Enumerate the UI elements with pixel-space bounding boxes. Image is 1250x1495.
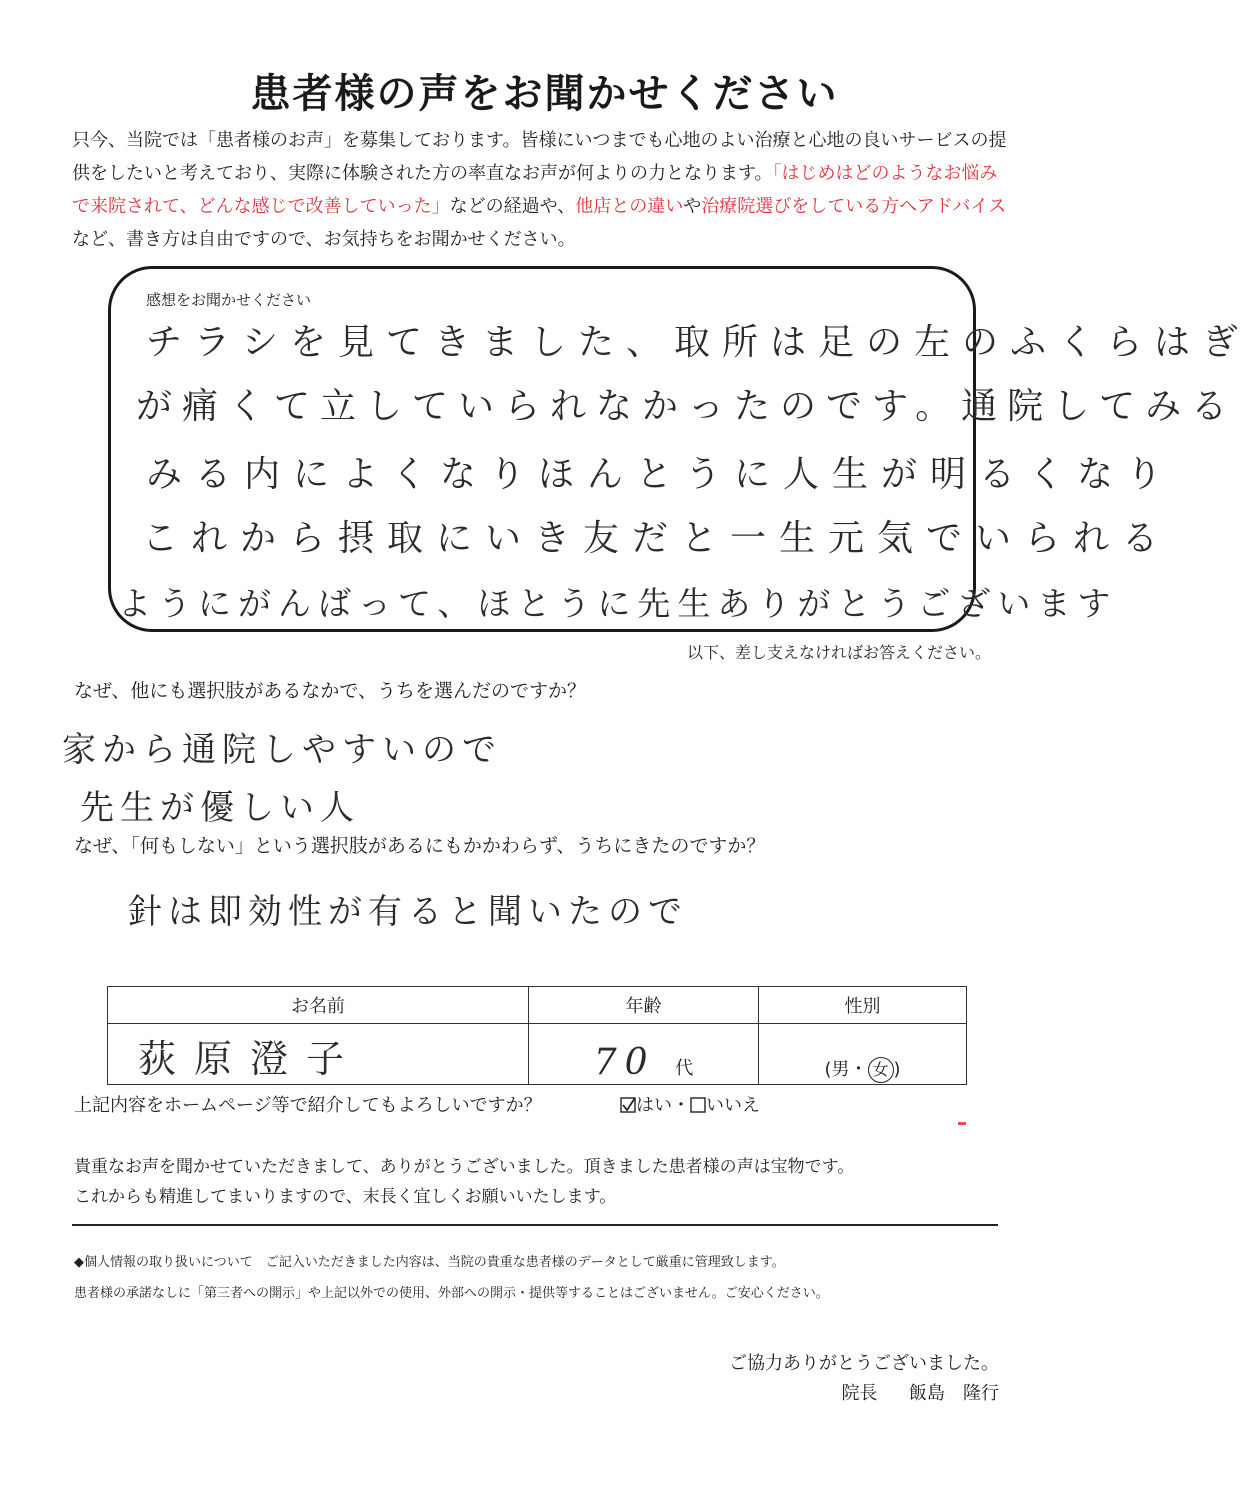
patient-name: 荻原澄子 bbox=[138, 1037, 363, 1081]
patient-name-cell bbox=[108, 1024, 529, 1085]
table-row bbox=[108, 1024, 967, 1085]
gender-female-circled: 女 bbox=[868, 1057, 894, 1083]
thanks-line: 貴重なお声を聞かせていただきまして、ありがとうございました。頂きました患者様の声は宝物です。 bbox=[74, 1157, 855, 1177]
question-why-chose: なぜ、他にも選択肢があるなかで、うちを選んだのですか？ bbox=[74, 680, 587, 702]
answer-line: 先生が優しい人 bbox=[80, 788, 360, 828]
header-gender: 性別 bbox=[759, 987, 967, 1024]
header-age: 年齢 bbox=[529, 987, 759, 1024]
intro-text-4: など、書き方は自由ですので、お気持ちをお聞かせください。 bbox=[72, 229, 576, 250]
checked-box-icon[interactable] bbox=[620, 1097, 636, 1113]
page-title: 患者様の声をお聞かせください bbox=[250, 71, 839, 117]
unchecked-box-icon[interactable] bbox=[690, 1097, 706, 1113]
impression-label: 感想をお聞かせください bbox=[146, 291, 312, 309]
patient-age-cell bbox=[529, 1024, 759, 1085]
age-suffix: 代 bbox=[675, 1058, 694, 1079]
stray-mark bbox=[958, 1122, 966, 1125]
intro-text-2: などの経過や、 bbox=[449, 196, 576, 217]
director-name: 飯島 隆行 bbox=[909, 1383, 999, 1404]
optional-note: 以下、差し支えなければお答えください。 bbox=[686, 643, 991, 662]
patient-age: 70 bbox=[593, 1042, 656, 1083]
answer-line: 針は即効性が有ると聞いたので bbox=[128, 892, 688, 932]
director-signature bbox=[842, 1379, 999, 1405]
impression-line: チラシを見てきました、取所は足の左のふくらはぎ bbox=[146, 322, 1250, 363]
privacy-line: 患者様の承諾なしに「第三者への開示」や上記以外での使用、外部への開示・提供等することはございません。ご安心ください。 bbox=[74, 1286, 829, 1301]
impression-line: が痛くて立していられなかったのです。通院してみる bbox=[136, 386, 1238, 427]
divider bbox=[72, 1224, 998, 1226]
closing-thanks: ご協力ありがとうございました。 bbox=[729, 1353, 999, 1374]
consent-yes: はい bbox=[636, 1095, 672, 1116]
gender-separator: ・ bbox=[849, 1059, 868, 1080]
gender-male: 男 bbox=[831, 1059, 850, 1080]
intro-text-highlight-1: 「はじめはどのようなお悩みで来院されて、どんな感じで改善していった」 bbox=[72, 163, 998, 217]
answer-line: 家から通院しやすいので bbox=[62, 730, 502, 770]
consent-options bbox=[620, 1091, 760, 1117]
patient-gender-cell: (男・ 女 ) bbox=[759, 1024, 967, 1085]
consent-no: いいえ bbox=[706, 1095, 760, 1116]
director-title: 院長 bbox=[841, 1383, 878, 1404]
intro-text-3: や bbox=[683, 196, 702, 217]
patient-info-table bbox=[107, 986, 967, 1085]
header-name: お名前 bbox=[108, 987, 529, 1024]
table-header-row bbox=[108, 987, 967, 1024]
question-why-came: なぜ、「何もしない」という選択肢があるにもかかわらず、うちにきたのですか？ bbox=[74, 835, 766, 857]
intro-text bbox=[72, 124, 1012, 256]
consent-question: 上記内容をホームページ等で紹介してもよろしいですか？ bbox=[74, 1095, 542, 1116]
intro-text-1: 只今、当院では「患者様のお声」を募集しております。皆様にいつまでも心地のよい治療と心地の良いサービスの提供をしたいと考えており、実際に体験された方の率直なお声が何よりの力となります。 bbox=[72, 130, 1007, 184]
intro-text-highlight-2: 他店との違い bbox=[575, 196, 684, 217]
impression-line: これから摂取にいき友だと一生元気でいられる bbox=[142, 518, 1172, 559]
impression-line: みる内によくなりほんとうに人生が明るくなり bbox=[146, 454, 1176, 495]
thanks-line: これからも精進してまいりますので、末長く宜しくお願いいたします。 bbox=[74, 1187, 617, 1207]
impression-line: ようにがんばって、ほとうに先生ありがとうございます bbox=[118, 584, 1118, 623]
intro-text-highlight-3: 治療院選びをしている方へアドバイス bbox=[701, 196, 1007, 217]
consent-separator: ・ bbox=[672, 1095, 690, 1116]
privacy-line: ◆個人情報の取り扱いについて ご記入いただきました内容は、当院の貴重な患者様のデータとして厳重に管理致します。 bbox=[74, 1255, 785, 1270]
